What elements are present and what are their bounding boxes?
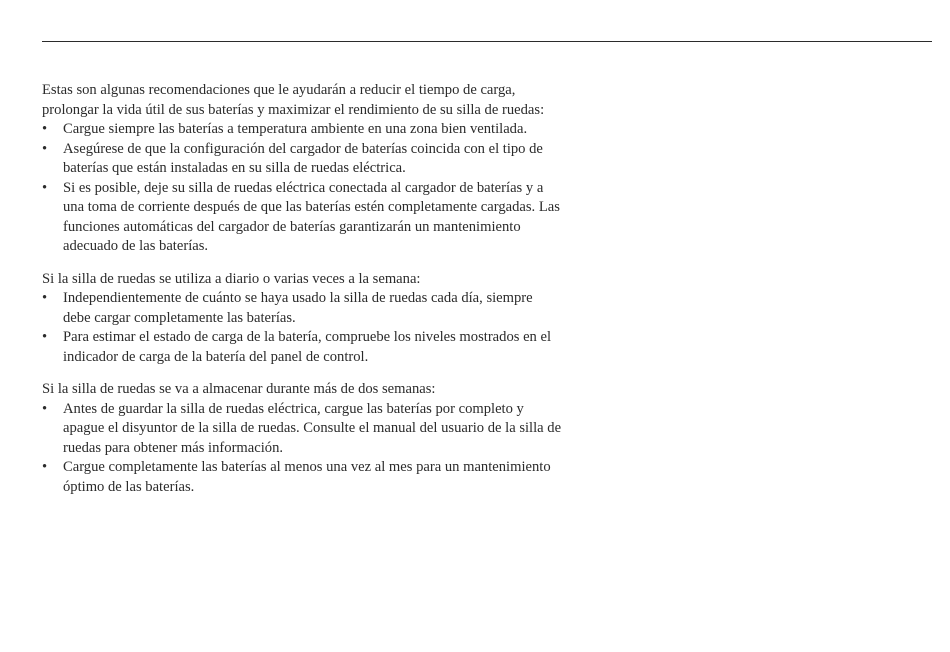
list-item xyxy=(42,400,562,459)
header-rule xyxy=(42,41,932,42)
section-storage xyxy=(42,380,562,497)
list-item-text: Si es posible, deje su silla de ruedas eléctrica conectada al cargador de baterías y a una toma de corriente después de que las baterías estén completamente cargadas. Las funciones automáticas del cargador de baterías garantizarán un mantenimiento adecuado de las baterías. xyxy=(63,179,560,254)
bullet-list xyxy=(42,120,562,257)
section-charging-tips xyxy=(42,81,562,257)
list-item xyxy=(42,328,562,367)
section-daily-use xyxy=(42,270,562,368)
bullet-list xyxy=(42,289,562,367)
list-item xyxy=(42,458,562,497)
bullet-icon: • xyxy=(42,290,48,306)
list-item xyxy=(42,140,562,179)
bullet-list xyxy=(42,400,562,498)
section-intro: Si la silla de ruedas se utiliza a diario o varias veces a la semana: xyxy=(42,270,421,287)
section-intro: Estas son algunas recomendaciones que le ayudarán a reducir el tiempo de carga, prolongar la vida útil de sus baterías y maximizar el rendimiento de su silla de ruedas: xyxy=(42,82,545,118)
list-item xyxy=(42,289,562,328)
bullet-icon: • xyxy=(42,400,48,417)
bullet-icon: • xyxy=(42,179,48,196)
bullet-icon: • xyxy=(42,121,48,137)
bullet-icon: • xyxy=(42,459,48,475)
list-item-text: Para estimar el estado de carga de la batería, compruebe los niveles mostrados en el indicador de carga de la batería del panel de control. xyxy=(63,329,552,365)
section-intro: Si la silla de ruedas se va a almacenar durante más de dos semanas: xyxy=(42,381,436,397)
bullet-icon: • xyxy=(42,329,48,345)
list-item-text: Cargue siempre las baterías a temperatura ambiente en una zona bien ventilada. xyxy=(63,121,528,137)
list-item-text: Independientemente de cuánto se haya usado la silla de ruedas cada día, siempre debe cargar completamente las baterías. xyxy=(63,290,533,326)
list-item-text: Asegúrese de que la configuración del cargador de baterías coincida con el tipo de baterías que están instaladas en su silla de ruedas eléctrica. xyxy=(63,140,543,176)
list-item-text: Antes de guardar la silla de ruedas eléctrica, cargue las baterías por completo y apague el disyuntor de la silla de ruedas. Consulte el manual del usuario de la silla de ruedas para obtener más información. xyxy=(63,400,562,456)
list-item xyxy=(42,179,562,257)
document-body xyxy=(42,81,562,510)
list-item xyxy=(42,120,562,140)
list-item-text: Cargue completamente las baterías al menos una vez al mes para un mantenimiento óptimo de las baterías. xyxy=(63,459,551,495)
bullet-icon: • xyxy=(42,140,48,157)
